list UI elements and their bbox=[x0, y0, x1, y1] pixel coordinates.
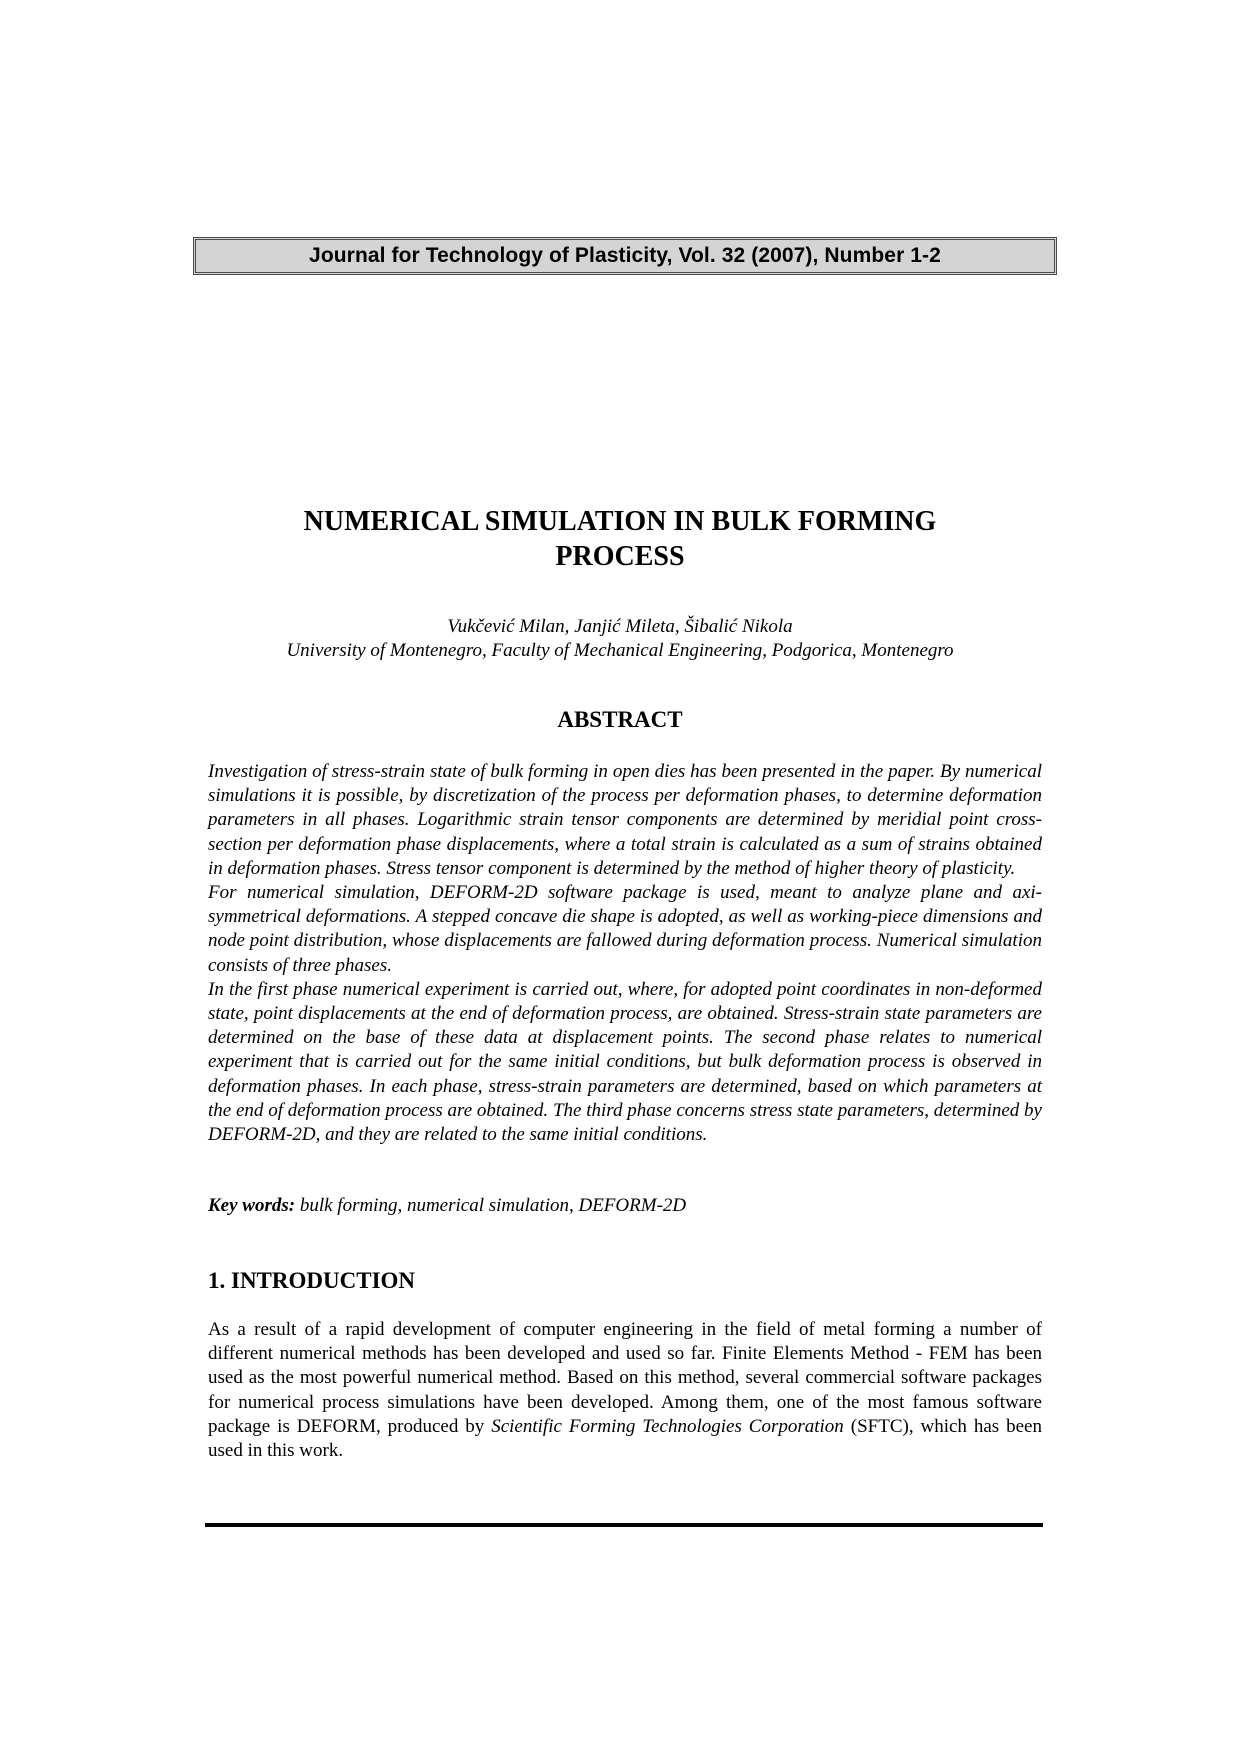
intro-text-end: (SFTC), which has been used in this work. bbox=[208, 1415, 1042, 1462]
journal-header-text: Journal for Technology of Plasticity, Vol. 32 (2007), Number 1-2 bbox=[309, 244, 941, 267]
abstract-paragraph: For numerical simulation, DEFORM-2D software package is used, meant to analyze plane and axi-symmetrical deformations. A stepped concave die shape is adopted, as well as working-piece dimensions and node point distribution, whose displacements are fallowed during deformation process. Numerical simulation consists of three phases. bbox=[208, 882, 1042, 976]
affiliation: University of Montenegro, Faculty of Mechanical Engineering, Podgorica, Montenegro bbox=[286, 640, 954, 661]
keywords-list: bulk forming, numerical simulation, DEFORM-2D bbox=[295, 1195, 687, 1216]
introduction-paragraph bbox=[208, 1318, 1042, 1463]
abstract-paragraph: Investigation of stress-strain state of bulk forming in open dies has been presented in the paper. By numerical simulations it is possible, by discretization of the process per deformation phases, to determine deformation parameters in all phases. Logarithmic strain tensor components are determined by meridial point cross-section per deformation phase displacements, where a total strain is calculated as a sum of strains obtained in deformation phases. Stress tensor component is determined by the method of higher theory of plasticity. bbox=[208, 761, 1042, 879]
abstract-paragraph: In the first phase numerical experiment is carried out, where, for adopted point coordinates in non-deformed state, point displacements at the end of deformation process, are obtained. Stress-strain state parameters are determined on the base of these data at displacement points. The second phase relates to numerical experiment that is carried out for the same initial conditions, but bulk deformation process is observed in deformation phases. In each phase, stress-strain parameters are determined, based on which parameters at the end of deformation process are obtained. The third phase concerns stress state parameters, determined by DEFORM-2D, and they are related to the same initial conditions. bbox=[208, 978, 1042, 1146]
keywords-label: Key words: bbox=[208, 1195, 296, 1216]
footer-rule bbox=[205, 1523, 1043, 1527]
paper-title-line-2: PROCESS bbox=[555, 541, 685, 572]
author-block bbox=[200, 615, 1040, 663]
journal-header bbox=[193, 237, 1057, 275]
intro-text-start: As a result of a rapid development of computer engineering in the field of metal forming a number of different numerical methods has been developed and used so far. Finite Elements Method - FEM has been used as the most powerful numerical method. Based on this method, several commercial software packages for numerical process simulations have been developed. Among them, one of the most famous software package is DEFORM, produced by bbox=[208, 1319, 1042, 1437]
paper-title bbox=[200, 504, 1040, 574]
keywords bbox=[208, 1194, 1042, 1218]
author-names: Vukčević Milan, Janjić Mileta, Šibalić Nikola bbox=[447, 616, 793, 637]
abstract-body bbox=[208, 760, 1042, 1147]
abstract-heading: ABSTRACT bbox=[557, 707, 683, 732]
introduction-heading: 1. INTRODUCTION bbox=[208, 1268, 416, 1293]
paper-title-line-1: NUMERICAL SIMULATION IN BULK FORMING bbox=[303, 506, 937, 537]
company-name: Scientific Forming Technologies Corporation bbox=[491, 1415, 844, 1437]
